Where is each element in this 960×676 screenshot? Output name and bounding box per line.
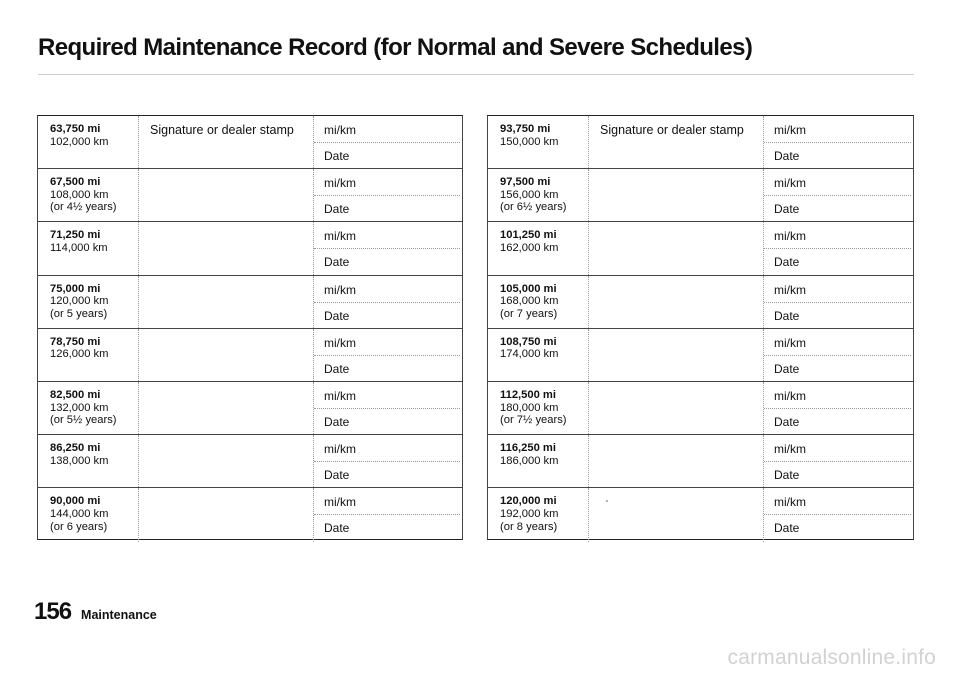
mileage-cell [500,123,588,148]
column-divider [588,169,589,221]
mileage-miles: 71,250 mi [50,229,101,242]
column-divider [588,382,589,434]
column-divider [588,222,589,274]
mikm-label: mi/km [774,229,806,244]
cell-divider [764,355,911,356]
column-divider [138,435,139,487]
record-row [488,488,913,541]
mileage-km: 138,000 km [50,454,109,467]
cell-divider [764,302,911,303]
cell-divider [764,142,911,143]
mileage-km: 120,000 km [50,295,109,308]
column-divider [138,169,139,221]
record-row [38,329,462,382]
cell-divider [314,248,460,249]
page-title: Required Maintenance Record (for Normal and Severe Schedules) [38,34,753,61]
mileage-miles: 120,000 mi [500,495,557,508]
mileage-cell [500,176,588,214]
mileage-cell [50,176,138,214]
mikm-label: mi/km [774,388,806,403]
date-label: Date [324,308,350,323]
mileage-miles: 82,500 mi [50,388,101,401]
mileage-miles: 97,500 mi [500,176,551,189]
mileage-years: (or 6½ years) [500,201,567,214]
mileage-km: 102,000 km [50,135,109,148]
column-divider [588,488,589,541]
mileage-cell [50,336,138,361]
record-row [488,382,913,435]
cell-divider [764,461,911,462]
date-label: Date [324,521,350,536]
cell-divider [764,408,911,409]
mileage-years: (or 8 years) [500,520,558,533]
date-label: Date [774,468,800,483]
maintenance-table-right [487,115,914,540]
record-row [38,382,462,435]
cell-divider [314,142,460,143]
column-divider [138,488,139,541]
mileage-cell [500,389,588,427]
record-row [488,222,913,275]
mileage-miles: 108,750 mi [500,335,557,348]
record-row [488,329,913,382]
record-row [488,435,913,488]
column-divider [588,329,589,381]
mileage-km: 126,000 km [50,348,109,361]
date-label: Date [774,414,800,429]
cell-divider [314,514,460,515]
mileage-km: 114,000 km [50,241,108,254]
cell-divider [764,514,911,515]
cell-divider [314,355,460,356]
column-divider [588,435,589,487]
mileage-miles: 112,500 mi [500,388,556,401]
date-label: Date [774,149,800,163]
date-label: Date [324,202,350,217]
mikm-label: mi/km [324,388,356,403]
mileage-km: 168,000 km [500,295,559,308]
section-name: Maintenance [81,608,157,622]
signature-header: Signature or dealer stamp [150,123,294,137]
mikm-label: mi/km [774,282,806,297]
stray-mark [606,500,608,502]
date-label: Date [774,361,800,376]
column-divider [138,276,139,328]
record-row [38,488,462,541]
mileage-years: (or 4½ years) [50,201,117,214]
date-label: Date [324,414,350,429]
record-row [488,276,913,329]
mikm-label: mi/km [324,123,356,137]
mileage-km: 156,000 km [500,188,559,201]
mileage-miles: 90,000 mi [50,495,101,508]
mileage-miles: 63,750 mi [50,123,101,135]
record-row [38,169,462,222]
mileage-km: 108,000 km [50,188,109,201]
mileage-cell [500,283,588,321]
mileage-km: 180,000 km [500,401,559,414]
mileage-km: 144,000 km [50,507,109,520]
mileage-years: (or 7 years) [500,307,558,320]
mileage-miles: 86,250 mi [50,442,101,455]
date-label: Date [774,202,800,217]
mikm-label: mi/km [324,335,356,350]
column-divider [588,276,589,328]
page-number: 156 [34,598,72,625]
mikm-label: mi/km [324,176,356,191]
mikm-label: mi/km [324,495,356,510]
mileage-years: (or 6 years) [50,520,108,533]
date-label: Date [774,308,800,323]
mikm-label: mi/km [324,442,356,457]
mileage-years: (or 7½ years) [500,414,567,427]
column-divider [138,329,139,381]
mileage-miles: 67,500 mi [50,176,101,189]
date-label: Date [324,361,350,376]
cell-divider [314,408,460,409]
mileage-km: 192,000 km [500,507,559,520]
mileage-miles: 116,250 mi [500,442,556,455]
date-label: Date [324,468,350,483]
mileage-cell [50,389,138,427]
watermark: carmanualsonline.info [727,646,936,669]
mileage-cell [500,336,588,361]
title-divider [38,74,914,75]
mikm-label: mi/km [774,123,806,137]
mikm-label: mi/km [774,495,806,510]
date-label: Date [324,255,350,270]
mileage-km: 186,000 km [500,454,559,467]
mileage-cell [50,229,138,254]
maintenance-table-left [37,115,463,540]
mikm-label: mi/km [774,176,806,191]
mikm-label: mi/km [324,282,356,297]
cell-divider [764,195,911,196]
mileage-cell [50,123,138,148]
signature-header: Signature or dealer stamp [600,123,744,137]
mileage-cell [500,495,588,533]
mileage-miles: 93,750 mi [500,123,551,135]
mileage-cell [500,229,588,254]
column-divider [138,222,139,274]
column-divider [588,116,589,168]
cell-divider [314,195,460,196]
column-divider [138,116,139,168]
mileage-km: 162,000 km [500,241,559,254]
record-row [38,276,462,329]
column-divider [138,382,139,434]
date-label: Date [774,255,800,270]
mikm-label: mi/km [774,442,806,457]
mileage-years: (or 5 years) [50,307,108,320]
mileage-cell [500,442,588,467]
record-row [38,435,462,488]
mileage-km: 174,000 km [500,348,559,361]
mileage-miles: 105,000 mi [500,282,557,295]
mileage-cell [50,283,138,321]
record-row [38,222,462,275]
cell-divider [314,461,460,462]
record-row [488,116,913,169]
mikm-label: mi/km [774,335,806,350]
mileage-km: 132,000 km [50,401,109,414]
mileage-km: 150,000 km [500,135,559,148]
mileage-cell [50,495,138,533]
page-footer [34,598,157,626]
mileage-cell [50,442,138,467]
mileage-miles: 75,000 mi [50,282,101,295]
record-row [488,169,913,222]
cell-divider [764,248,911,249]
record-row [38,116,462,169]
cell-divider [314,302,460,303]
date-label: Date [774,521,800,536]
date-label: Date [324,149,350,163]
mileage-miles: 101,250 mi [500,229,557,242]
mileage-miles: 78,750 mi [50,335,101,348]
mileage-years: (or 5½ years) [50,414,117,427]
mikm-label: mi/km [324,229,356,244]
